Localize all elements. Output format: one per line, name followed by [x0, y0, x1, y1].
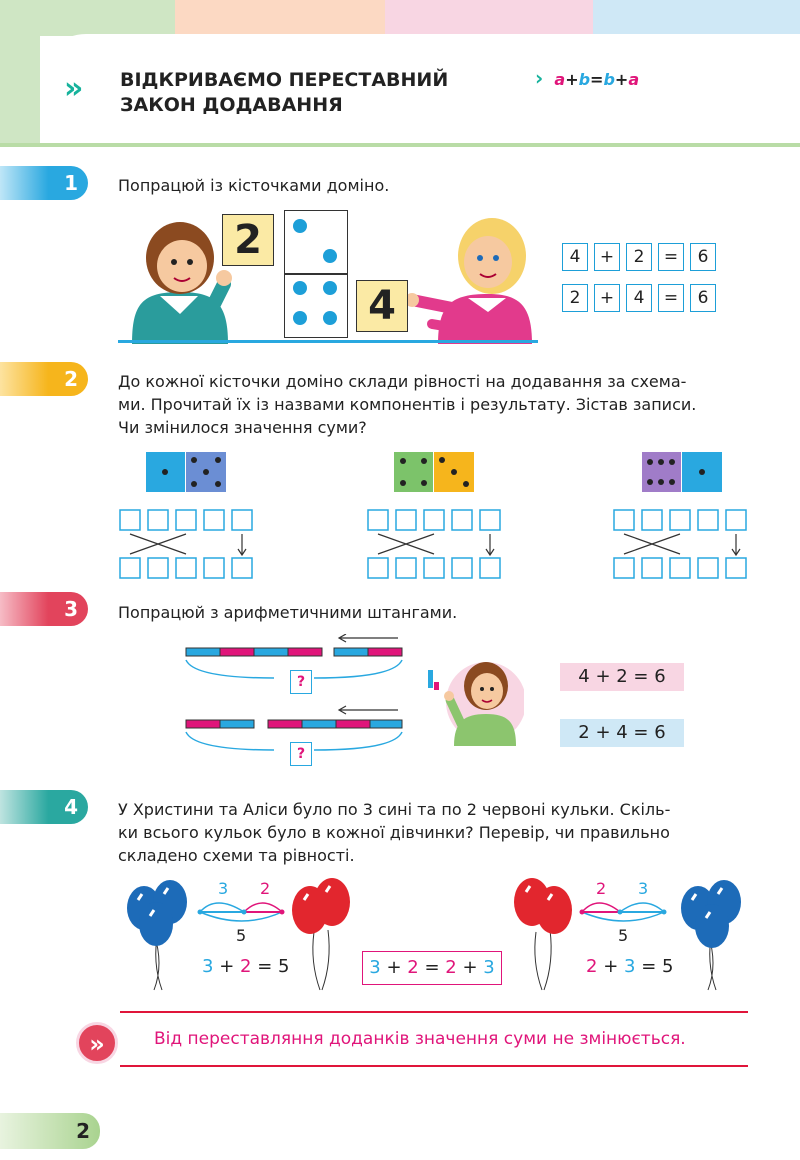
- scheme-right-b: 3: [638, 879, 649, 898]
- blue-balloons-left: [124, 872, 194, 992]
- scheme-right-a: 2: [596, 879, 607, 898]
- boy-illustration: [124, 208, 234, 344]
- top-bar-pink: [385, 0, 593, 36]
- girl-illustration: [408, 212, 536, 344]
- task-number-2: 2: [0, 362, 88, 396]
- scheme-2: [366, 508, 506, 580]
- equation-row-1: 4 + 2 = 6: [562, 243, 720, 271]
- page-title: ВІДКРИВАЄМО ПЕРЕСТАВНИЙ ЗАКОН ДОДАВАННЯ: [120, 69, 449, 116]
- task-4-text: У Христини та Аліси було по 3 сині та по 2 червоні кульки. Скіль- ки всього кульок було в кожної дівчинки? Перевір, чи правильно складено схеми та рівності.: [118, 800, 671, 865]
- number-card-left: 2: [222, 214, 274, 266]
- rule-text: Від переставляння доданків значення суми не змінюється.: [154, 1029, 686, 1049]
- question-box-1: ?: [290, 670, 312, 694]
- scheme-left-a: 3: [218, 879, 229, 898]
- rule-top-line: [120, 1011, 748, 1013]
- equation-right: 2 + 3 = 5: [586, 956, 674, 977]
- red-balloons-left: [286, 872, 356, 992]
- scheme-left-b: 2: [260, 879, 271, 898]
- teacher-illustration: [424, 656, 524, 746]
- task-number-3: 3: [0, 592, 88, 626]
- equation-row-2: 2 + 4 = 6: [562, 284, 720, 312]
- task-2-text: До кожної кісточки доміно склади рівності на додавання за схема- ми. Прочитай їх із назвами компонентів і результату. Зістав записи. Чи змінилося значення суми?: [118, 372, 697, 437]
- domino-2: [394, 452, 474, 492]
- rule-chevron-icon: »: [76, 1022, 118, 1064]
- equation-pink: 4 + 2 = 6: [560, 663, 684, 691]
- scheme-3: [612, 508, 752, 580]
- scheme-right-sum: 5: [618, 926, 629, 945]
- red-balloons-right: [508, 872, 578, 992]
- equation-left: 3 + 2 = 5: [202, 956, 290, 977]
- rule-bottom-line: [120, 1065, 748, 1067]
- number-card-right: 4: [356, 280, 408, 332]
- header-left-band: [0, 0, 40, 145]
- domino-1: [146, 452, 226, 492]
- floor-line: [118, 340, 538, 343]
- scheme-left-sum: 5: [236, 926, 247, 945]
- page-number: 2: [0, 1113, 100, 1149]
- equation-blue: 2 + 4 = 6: [560, 719, 684, 747]
- commutative-formula: › a+b=b+a: [535, 66, 640, 90]
- top-bar-blue: [593, 0, 800, 36]
- domino-tile: [284, 210, 348, 338]
- task-number-1: 1: [0, 166, 88, 200]
- blue-balloons-right: [676, 872, 746, 992]
- task-1-text: Попрацюй із кісточками доміно.: [118, 176, 390, 195]
- arrow-icon: ›: [535, 66, 544, 90]
- chevron-icon: »: [64, 71, 84, 106]
- scheme-1: [118, 508, 258, 580]
- task-3-text: Попрацюй з арифметичними штангами.: [118, 603, 458, 622]
- domino-3: [642, 452, 722, 492]
- top-bar-peach: [175, 0, 385, 36]
- task-number-4: 4: [0, 790, 88, 824]
- question-box-2: ?: [290, 742, 312, 766]
- header-divider: [0, 143, 800, 147]
- equation-center: 3 + 2 = 2 + 3: [362, 951, 502, 985]
